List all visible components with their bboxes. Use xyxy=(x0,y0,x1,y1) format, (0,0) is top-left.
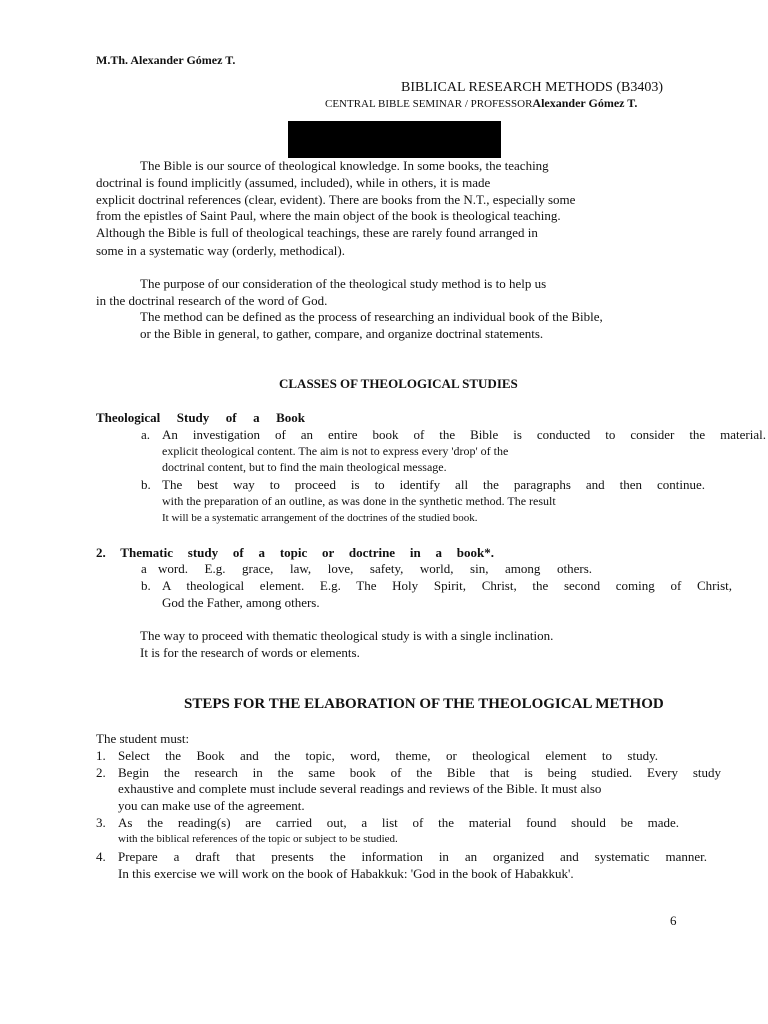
text-line: in the doctrinal research of the word of God. xyxy=(96,293,328,308)
step-number: 1. xyxy=(96,748,106,763)
steps-intro: The student must: xyxy=(96,731,190,746)
study-1-item-a: An investigation of an entire book of the Bible is conducted to consider the material. xyxy=(162,427,766,442)
text-line: doctrinal is found implicitly (assumed, included), while in others, it is made xyxy=(96,175,491,190)
step-4-text: Prepare a draft that presents the information in an organized and systematic manner. xyxy=(118,849,707,864)
page-number: 6 xyxy=(670,913,677,928)
seminary-line xyxy=(325,96,637,111)
text-line: The purpose of our consideration of the theological study method is to help us xyxy=(140,276,547,291)
text-line: you can make use of the agreement. xyxy=(118,798,305,813)
text-line: It is for the research of words or elements. xyxy=(140,645,360,660)
step-number: 3. xyxy=(96,815,106,830)
section-heading-classes: CLASSES OF THEOLOGICAL STUDIES xyxy=(279,376,518,391)
list-marker: a. xyxy=(141,427,151,442)
text-line: with the biblical references of the topic or subject to be studied. xyxy=(118,833,398,845)
text-line: or the Bible in general, to gather, compare, and organize doctrinal statements. xyxy=(140,326,544,341)
text-line: It will be a systematic arrangement of the doctrines of the studied book. xyxy=(162,512,478,524)
text-line: God the Father, among others. xyxy=(162,595,320,610)
text-line: doctrinal content, but to find the main theological message. xyxy=(162,460,447,474)
step-1-text: Select the Book and the topic, word, theme, or theological element to study. xyxy=(118,748,658,763)
professor-name: Alexander Gómez T. xyxy=(532,96,638,110)
text-line: The way to proceed with thematic theological study is with a single inclination. xyxy=(140,628,554,643)
text-line: exhaustive and complete must include several readings and reviews of the Bible. It must also xyxy=(118,781,602,796)
step-2-text: Begin the research in the same book of the Bible that is being studied. Every study xyxy=(118,765,721,780)
text-line: Although the Bible is full of theological teachings, these are rarely found arranged in xyxy=(96,225,538,240)
course-title: BIBLICAL RESEARCH METHODS (B3403) xyxy=(401,80,663,95)
text-line: some in a systematic way (orderly, methodical). xyxy=(96,243,345,258)
seminary-label: CENTRAL BIBLE SEMINAR / PROFESSOR xyxy=(325,98,533,110)
study-2-item-a: word. E.g. grace, law, love, safety, world, sin, among others. xyxy=(158,561,592,576)
step-3-text: As the reading(s) are carried out, a list of the material found should be made. xyxy=(118,815,679,830)
text-line: The method can be defined as the process of researching an individual book of the Bible, xyxy=(140,309,603,324)
text-line: explicit theological content. The aim is not to express every 'drop' of the xyxy=(162,444,509,458)
list-marker: b. xyxy=(141,477,151,492)
text-line: The Bible is our source of theological knowledge. In some books, the teaching xyxy=(140,158,549,173)
list-marker: b. xyxy=(141,578,151,593)
step-number: 2. xyxy=(96,765,106,780)
study-1-item-b: The best way to proceed is to identify all the paragraphs and then continue. xyxy=(162,477,705,492)
text-line: In this exercise we will work on the book of Habakkuk: 'God in the book of Habakkuk'. xyxy=(118,866,574,881)
list-marker: a xyxy=(141,561,147,576)
redaction-box xyxy=(288,121,501,158)
study-2-title: 2. Thematic study of a topic or doctrine in a book*. xyxy=(96,545,494,560)
step-number: 4. xyxy=(96,849,106,864)
study-2-item-b: A theological element. E.g. The Holy Spirit, Christ, the second coming of Christ, xyxy=(162,578,732,593)
study-1-title: Theological Study of a Book xyxy=(96,410,305,425)
section-heading-steps: STEPS FOR THE ELABORATION OF THE THEOLOGICAL METHOD xyxy=(184,696,664,712)
text-line: from the epistles of Saint Paul, where the main object of the book is theological teaching. xyxy=(96,208,561,223)
text-line: explicit doctrinal references (clear, evident). There are books from the N.T., especially some xyxy=(96,192,576,207)
text-line: with the preparation of an outline, as was done in the synthetic method. The result xyxy=(162,494,556,508)
author-name: M.Th. Alexander Gómez T. xyxy=(96,53,236,67)
